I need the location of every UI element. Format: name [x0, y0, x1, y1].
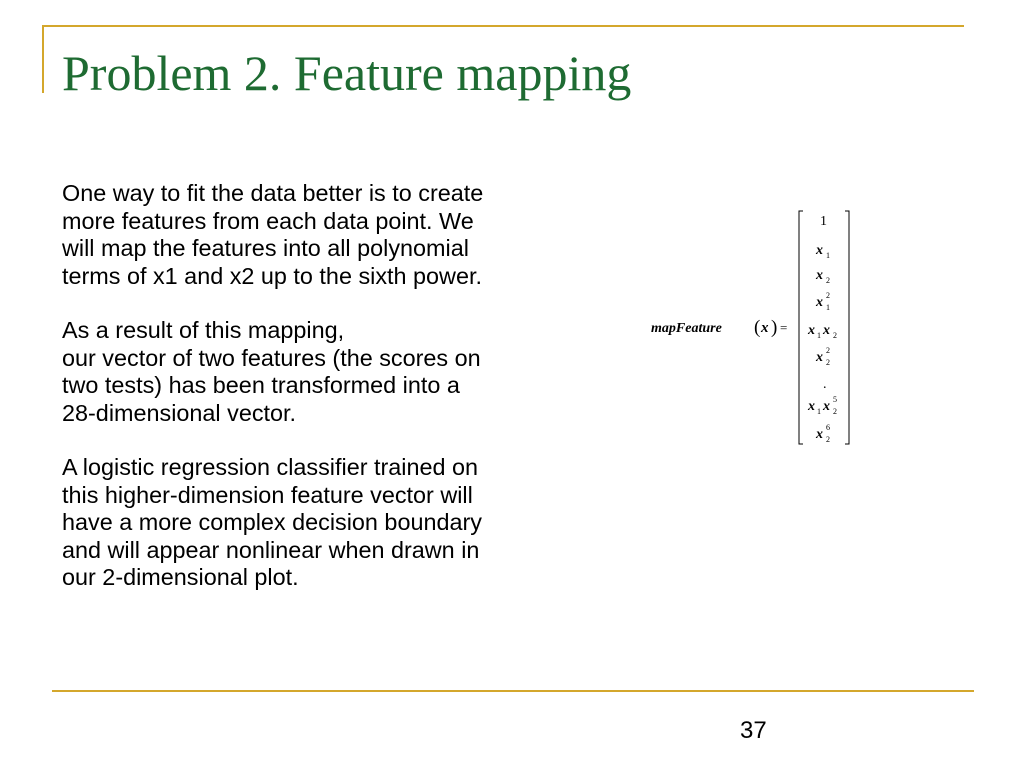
equals-sign: = [780, 320, 788, 335]
paragraph-line: will map the features into all polynomial [62, 235, 469, 261]
paragraph-line: and will appear nonlinear when drawn in [62, 536, 480, 563]
paragraph-line: our vector of two features (the scores on [62, 344, 481, 371]
open-paren: ( [754, 317, 761, 338]
entry-base: 1 [820, 214, 827, 229]
vector-entry [815, 243, 830, 260]
top-rule [42, 25, 964, 27]
entry-subscript: 2 [826, 435, 830, 444]
paragraph-line: One way to fit the data better is to create [62, 180, 484, 206]
entry-base: x [816, 427, 823, 442]
paragraph-line: A logistic regression classifier trained on [62, 454, 479, 480]
page-number: 37 [740, 717, 767, 744]
vector-entry [815, 268, 830, 285]
entry-base: x [816, 243, 823, 258]
function-name: mapFeature [651, 321, 722, 336]
bottom-rule [52, 690, 974, 692]
entry-base: x [816, 350, 823, 365]
vector-entry [815, 346, 830, 367]
paragraph-line: 28-dimensional vector. [62, 399, 297, 426]
entry-base: x [823, 323, 830, 338]
paragraph-line: our 2-dimensional plot. [62, 564, 299, 590]
argument-x: x [761, 320, 769, 336]
entry-base: x [816, 268, 823, 283]
entry-subscript: 2 [833, 331, 837, 340]
right-bracket [845, 211, 849, 444]
entry-base: x [808, 399, 815, 414]
entry-subscript: 1 [817, 407, 821, 416]
formula-svg [640, 200, 880, 460]
entry-superscript: 6 [826, 423, 830, 432]
vector-entry [807, 323, 837, 340]
paragraph-line: terms of x1 and x2 up to the sixth power. [62, 262, 482, 289]
slide-body [62, 180, 622, 619]
vector-entry [815, 291, 830, 312]
entry-subscript: 1 [826, 303, 830, 312]
entry-subscript: 2 [833, 407, 837, 416]
map-feature-formula [640, 200, 880, 460]
paragraph-line: As a result of this mapping, [62, 317, 345, 343]
paragraph-2 [62, 317, 622, 427]
entry-superscript: 5 [833, 395, 837, 404]
vector-entry [807, 395, 837, 416]
entry-base: x [816, 295, 823, 310]
entry-subscript: 2 [826, 276, 830, 285]
slide-title: Problem 2. Feature mapping [62, 45, 632, 101]
entry-superscript: 2 [826, 346, 830, 355]
entry-dot: . [823, 377, 827, 392]
entry-base: x [823, 399, 830, 414]
paragraph-line: have a more complex decision boundary [62, 509, 482, 535]
paragraph-line: two tests) has been transformed into a [62, 372, 460, 398]
vector-entry [823, 377, 827, 392]
left-bracket [799, 211, 803, 444]
paragraph-3 [62, 454, 622, 592]
entry-superscript: 2 [826, 291, 830, 300]
vector-entries [807, 214, 837, 444]
left-rule [42, 25, 44, 93]
entry-subscript: 2 [826, 358, 830, 367]
vector-entry [820, 214, 827, 229]
paragraph-line: more features from each data point. We [62, 207, 474, 234]
entry-subscript: 1 [826, 251, 830, 260]
paragraph-line: this higher-dimension feature vector will [62, 481, 473, 508]
close-paren: ) [771, 317, 778, 338]
entry-subscript: 1 [817, 331, 821, 340]
entry-base: x [808, 323, 815, 338]
vector-entry [815, 423, 830, 444]
paragraph-1 [62, 180, 622, 290]
